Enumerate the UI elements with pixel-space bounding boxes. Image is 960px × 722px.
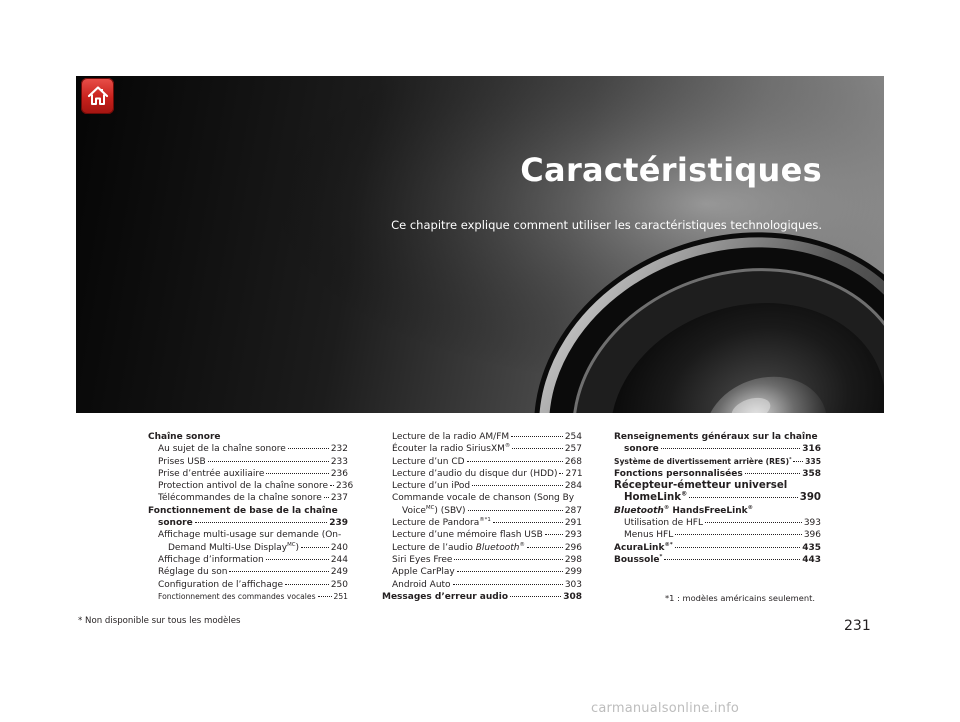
toc-entry-title xyxy=(148,505,338,517)
toc-entry-sup: ® xyxy=(519,541,525,548)
toc-page-number: 390 xyxy=(799,492,821,504)
toc-entry[interactable] xyxy=(148,468,348,480)
toc-entry[interactable] xyxy=(382,529,582,541)
toc-entry-title xyxy=(624,492,687,504)
toc-page-number: 240 xyxy=(330,542,348,553)
toc-leader xyxy=(793,461,803,462)
toc-entry[interactable] xyxy=(614,517,821,529)
toc-leader xyxy=(472,485,563,486)
toc-entry-text: Au sujet de la chaîne sonore xyxy=(158,444,286,455)
footnote: *1 : modèles américains seulement. xyxy=(665,593,815,603)
toc-entry-title xyxy=(392,468,557,480)
toc-entry-title xyxy=(614,542,673,554)
toc-entry-title xyxy=(392,480,470,492)
toc-entry-title xyxy=(614,554,662,566)
toc-page-number: 268 xyxy=(564,456,582,467)
toc-entry xyxy=(614,431,821,443)
watermark: carmanualsonline.info xyxy=(591,701,740,716)
toc-entry xyxy=(614,505,821,517)
toc-page-number: 236 xyxy=(330,468,348,479)
toc-entry-after: ) xyxy=(295,542,300,553)
toc-entry-title xyxy=(614,431,818,443)
toc-entry[interactable] xyxy=(614,529,821,541)
toc-entry-text: Commande vocale de chanson (Song By xyxy=(392,493,575,504)
toc-leader xyxy=(512,448,563,449)
toc-entry-text: Chaîne sonore xyxy=(148,432,221,442)
toc-entry-sup: MC xyxy=(287,541,296,548)
toc-page-number: 237 xyxy=(330,493,348,504)
toc-entry[interactable] xyxy=(614,443,821,455)
toc-leader xyxy=(745,473,801,474)
toc-entry[interactable] xyxy=(382,566,582,578)
toc-entry-text: Lecture de l’audio xyxy=(392,542,476,553)
speaker-image xyxy=(76,76,884,413)
toc-entry-title xyxy=(158,480,328,492)
toc-entry-title xyxy=(158,554,264,566)
toc-leader xyxy=(195,522,328,523)
toc-leader xyxy=(330,485,334,486)
toc-page-number: 296 xyxy=(564,542,582,553)
toc-leader xyxy=(675,547,801,548)
toc-entry-text: Configuration de l’affichage xyxy=(158,579,284,590)
toc-entry-title xyxy=(148,431,221,443)
toc-entry-text: sonore xyxy=(158,518,193,529)
toc-entry-sup: ®*1 xyxy=(479,517,491,524)
toc-entry-title xyxy=(158,517,193,529)
toc-page-number: 293 xyxy=(564,530,582,541)
toc-page-number: 291 xyxy=(564,518,582,529)
toc-leader xyxy=(266,473,328,474)
toc-entry-text: Affichage d’information xyxy=(158,554,264,565)
toc-entry-text: Prise d’entrée auxiliaire xyxy=(158,468,265,479)
toc-entry-text: Messages d’erreur audio xyxy=(382,591,508,602)
toc-page-number: 316 xyxy=(802,444,821,455)
toc-entry-title xyxy=(168,542,299,554)
toc-entry-text: Récepteur-émetteur universel xyxy=(614,480,788,492)
toc-entry-title xyxy=(624,529,673,541)
toc-entry-title xyxy=(392,492,574,504)
toc-entry-text: Renseignements généraux sur la chaîne xyxy=(614,432,818,442)
toc-entry-italic: Bluetooth xyxy=(614,505,664,516)
toc-entry-text: Écouter la radio SiriusXM xyxy=(392,444,505,455)
toc-entry-text: Système de divertissement arrière (RES) xyxy=(614,456,790,466)
availability-note: * Non disponible sur tous les modèles xyxy=(78,616,241,626)
toc-entry[interactable] xyxy=(148,517,348,529)
toc-entry[interactable] xyxy=(614,554,821,566)
toc-entry xyxy=(382,492,582,504)
toc-entry-title xyxy=(382,591,508,603)
toc-entry-title xyxy=(158,443,286,455)
toc-entry[interactable] xyxy=(148,480,354,492)
toc-leader xyxy=(493,522,563,523)
toc-entry-title xyxy=(158,456,206,468)
toc-entry-title xyxy=(392,517,491,529)
toc-page-number: 308 xyxy=(563,591,582,602)
toc-leader xyxy=(457,571,563,572)
toc-entry[interactable] xyxy=(148,456,348,468)
toc-entry-title xyxy=(392,554,452,566)
toc-entry-title xyxy=(158,591,316,603)
toc-entry[interactable] xyxy=(382,443,582,455)
toc-leader xyxy=(324,497,329,498)
toc-entry-sup: ® xyxy=(504,443,511,450)
toc-entry-title xyxy=(392,431,509,443)
toc-entry-sup: * xyxy=(659,553,663,560)
toc-leader xyxy=(675,534,802,535)
toc-leader xyxy=(545,534,563,535)
toc-page-number: 239 xyxy=(329,518,348,529)
toc-entry-title xyxy=(392,443,510,455)
toc-page-number: 250 xyxy=(330,579,348,590)
toc-entry-text: Lecture d’une mémoire flash USB xyxy=(392,530,543,541)
toc-leader xyxy=(510,596,561,597)
home-button[interactable] xyxy=(81,78,114,114)
toc-entry-text: Télécommandes de la chaîne sonore xyxy=(158,493,322,504)
toc-entry-title xyxy=(158,579,283,591)
toc-column-1 xyxy=(148,431,354,603)
toc-entry[interactable] xyxy=(148,566,348,578)
toc-leader xyxy=(527,547,563,548)
toc-entry-text: Utilisation de HFL xyxy=(624,518,703,529)
toc-entry-title xyxy=(614,505,753,517)
toc-page-number: 303 xyxy=(564,579,582,590)
toc-entry-text: Affichage multi-usage sur demande (On- xyxy=(158,530,342,541)
toc-entry[interactable] xyxy=(382,579,582,591)
toc-entry-title xyxy=(158,468,264,480)
toc-page-number: 244 xyxy=(330,554,348,565)
toc-entry-after: ) (SBV) xyxy=(434,505,466,516)
toc-page-number: 443 xyxy=(802,554,821,565)
toc-page-number: 233 xyxy=(330,456,348,467)
toc-leader xyxy=(454,559,562,560)
toc-leader xyxy=(229,571,328,572)
toc-leader xyxy=(467,461,563,462)
toc-entry-sup2: ® xyxy=(747,504,754,511)
toc-entry-sup: ®* xyxy=(664,541,673,548)
toc-entry[interactable] xyxy=(614,542,821,554)
toc-entry-text: Réglage du son xyxy=(158,567,228,578)
toc-leader xyxy=(705,522,802,523)
toc-entry xyxy=(148,529,348,541)
toc-entry-title xyxy=(392,566,455,578)
toc-leader xyxy=(301,547,329,548)
toc-entry-text: AcuraLink xyxy=(614,542,665,553)
toc-entry-text: Protection antivol de la chaîne sonore xyxy=(158,481,329,492)
toc-entry[interactable] xyxy=(148,591,348,603)
toc-page-number: 287 xyxy=(564,505,582,516)
toc-entry[interactable] xyxy=(382,431,582,443)
toc-entry-text: Lecture d’un iPod xyxy=(392,481,471,492)
toc-entry xyxy=(614,480,821,492)
toc-page-number: 299 xyxy=(564,567,582,578)
toc-entry[interactable] xyxy=(614,468,821,480)
toc-entry-text: Fonctionnement de base de la chaîne xyxy=(148,505,338,516)
toc-leader xyxy=(285,584,329,585)
toc-leader xyxy=(468,510,563,511)
toc-entry-title xyxy=(624,443,659,455)
toc-page-number: 335 xyxy=(805,456,821,466)
page-number: 231 xyxy=(844,618,871,634)
toc-leader xyxy=(559,473,563,474)
toc-leader xyxy=(661,448,801,449)
toc-entry-text: Lecture d’un CD xyxy=(392,456,465,467)
toc-column-2 xyxy=(382,431,582,603)
toc-entry-text: Lecture d’audio du disque dur (HDD) xyxy=(392,468,558,479)
toc-entry[interactable] xyxy=(148,492,348,504)
page-title: Caractéristiques xyxy=(520,151,822,189)
toc-leader xyxy=(511,436,563,437)
hero-banner xyxy=(76,76,884,413)
toc-page-number: 396 xyxy=(803,530,821,541)
toc-leader xyxy=(689,497,798,498)
toc-entry[interactable] xyxy=(148,443,348,455)
toc-entry-sup: ® xyxy=(681,491,688,499)
toc-entry[interactable] xyxy=(148,579,348,591)
toc-entry-title xyxy=(158,492,322,504)
toc-entry[interactable] xyxy=(382,554,582,566)
toc-entry-title xyxy=(614,456,791,468)
toc-page-number: 284 xyxy=(564,481,582,492)
toc-entry-title xyxy=(624,517,703,529)
toc-entry-sup: * xyxy=(789,457,792,463)
toc-entry[interactable] xyxy=(614,492,821,504)
toc-entry-text: Demand Multi-Use Display xyxy=(168,542,288,553)
toc-entry-sup: ® xyxy=(663,504,670,511)
toc-leader xyxy=(664,559,800,560)
toc-entry[interactable] xyxy=(614,456,821,468)
toc-entry-title xyxy=(392,579,451,591)
toc-page-number: 435 xyxy=(802,542,821,553)
toc-page-number: 232 xyxy=(330,444,348,455)
toc-page-number: 358 xyxy=(802,468,821,479)
toc-entry xyxy=(148,505,348,517)
toc-leader xyxy=(208,461,329,462)
toc-entry-text: Lecture de la radio AM/FM xyxy=(392,432,510,442)
page-subtitle: Ce chapitre explique comment utiliser les caractéristiques technologiques. xyxy=(391,218,822,232)
toc-entry-text: HomeLink xyxy=(624,492,682,504)
toc-entry-title xyxy=(158,529,341,541)
home-icon xyxy=(86,84,110,108)
toc-page-number: 393 xyxy=(803,518,821,529)
toc-page-number: 254 xyxy=(564,432,582,442)
toc-entry-title xyxy=(392,542,525,554)
toc-entry-text: Siri Eyes Free xyxy=(392,554,453,565)
toc-entry[interactable] xyxy=(382,456,582,468)
toc-page-number: 236 xyxy=(336,481,354,492)
toc-entry-text: sonore xyxy=(624,444,659,455)
toc-page-number: 251 xyxy=(333,591,348,601)
toc-entry-text: Fonctionnement des commandes vocales xyxy=(158,591,316,601)
toc-entry[interactable] xyxy=(148,554,348,566)
toc-entry-title xyxy=(614,480,787,492)
toc-entry xyxy=(148,431,348,443)
toc-entry-text: Prises USB xyxy=(158,456,206,467)
toc-entry-text: Apple CarPlay xyxy=(392,567,455,578)
toc-page-number: 249 xyxy=(330,567,348,578)
toc-entry-after: HandsFreeLink xyxy=(669,505,748,516)
toc-page-number: 298 xyxy=(564,554,582,565)
toc-entry-title xyxy=(614,468,743,480)
toc-entry[interactable] xyxy=(382,468,582,480)
toc-entry-text: Android Auto xyxy=(392,579,451,590)
toc-entry-text: Lecture de Pandora xyxy=(392,518,480,529)
toc-entry[interactable] xyxy=(148,542,348,554)
toc-leader xyxy=(266,559,329,560)
toc-entry[interactable] xyxy=(382,517,582,529)
toc-entry-title xyxy=(402,505,466,517)
toc-entry-text: Voice xyxy=(402,505,426,516)
toc-entry-text: Fonctions personnalisées xyxy=(614,468,743,479)
toc-entry-italic: Bluetooth xyxy=(475,542,520,553)
toc-leader xyxy=(288,448,329,449)
toc-leader xyxy=(453,584,563,585)
toc-entry-text: Boussole xyxy=(614,554,660,565)
toc-leader xyxy=(318,596,332,597)
toc-entry-title xyxy=(158,566,227,578)
toc-page-number: 271 xyxy=(565,468,583,479)
toc-entry[interactable] xyxy=(382,542,582,554)
toc-entry-sup: MC xyxy=(425,504,435,511)
toc-entry[interactable] xyxy=(382,480,582,492)
toc-entry[interactable] xyxy=(382,591,582,603)
toc-entry[interactable] xyxy=(382,505,582,517)
toc-entry-text: Menus HFL xyxy=(624,530,674,541)
toc-column-3 xyxy=(614,431,821,566)
toc-entry-title xyxy=(392,456,465,468)
toc-page-number: 257 xyxy=(564,444,582,455)
toc-entry-title xyxy=(392,529,543,541)
